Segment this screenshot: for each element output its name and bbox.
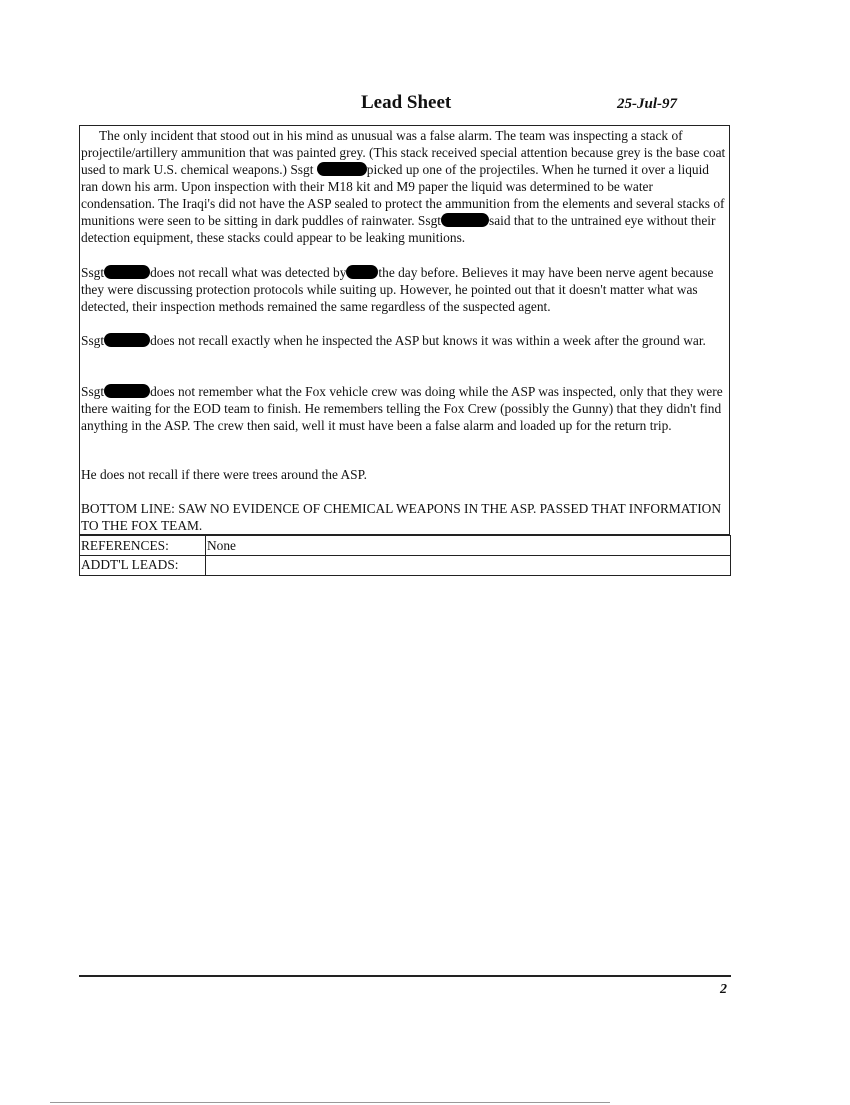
- paragraph-incident-text-1: The only incident that stood out in his mind as unusual was a false alarm. The team was inspecting a stack of projectile/artillery ammunition that was painted grey. (This stack received special attention because grey is the base coat used to mark U.S. chemical weapons.) Ssgt: [81, 128, 726, 177]
- paragraph-detection: [81, 264, 729, 315]
- paragraph-detection-text-3: the day before. Believes it may have been nerve agent because they were discussing protection protocols while suiting up. However, he pointed out that it doesn't matter what was detected, their inspection methods remained the same regardless of the suspected agent.: [81, 265, 714, 314]
- paragraph-fox-crew-text-2: does not remember what the Fox vehicle crew was doing while the ASP was inspected, only that they were there waiting for the EOD team to finish. He remembers telling the Fox Crew (possibly the Gunny) that they didn't find anything in the ASP. The crew then said, well it must have been a false alarm and loaded up for the return trip.: [81, 384, 723, 433]
- footer-rule: [79, 975, 731, 977]
- scan-edge-line: [50, 1102, 610, 1103]
- paragraph-detection-text-2: does not recall what was detected by: [150, 265, 347, 280]
- document-date: 25-Jul-97: [617, 96, 677, 112]
- redaction-mark: [104, 384, 150, 398]
- paragraph-trees: He does not recall if there were trees around the ASP.: [81, 467, 367, 482]
- table-divider: [205, 536, 206, 575]
- statement-box: [79, 125, 730, 535]
- redaction-mark: [104, 333, 150, 347]
- redaction-mark: [317, 162, 367, 176]
- leads-row: [80, 555, 730, 574]
- paragraph-bottom-line: BOTTOM LINE: SAW NO EVIDENCE OF CHEMICAL WEAPONS IN THE ASP. PASSED THAT INFORMATION TO THE FOX TEAM.: [81, 501, 721, 533]
- document-title: Lead Sheet: [361, 92, 452, 113]
- paragraph-timing: [81, 332, 729, 349]
- paragraph-fox-crew: [81, 383, 729, 434]
- paragraph-incident-text-3: said that to the untrained eye without their detection equipment, these stacks could appear to be leaking munitions.: [81, 213, 716, 245]
- paragraph-detection-text-1: Ssgt: [81, 265, 105, 280]
- paragraph-incident-text-2: picked up one of the projectiles. When he turned it over a liquid ran down his arm. Upon inspection with their M18 kit and M9 paper the liquid was determined to be water condensation. The Iraqi's did not have the ASP sealed to protect the ammunition from the elements and several stacks of munitions were seen to be sitting in dark puddles of rainwater. Ssgt: [81, 162, 725, 228]
- redaction-mark: [346, 265, 378, 279]
- paragraph-fox-crew-text-1: Ssgt: [81, 384, 105, 399]
- paragraph-timing-text-2: does not recall exactly when he inspected the ASP but knows it was within a week after the ground war.: [150, 333, 706, 348]
- references-table: [79, 535, 731, 576]
- paragraph-timing-text-1: Ssgt: [81, 333, 105, 348]
- references-label: REFERENCES:: [81, 538, 169, 553]
- redaction-mark: [441, 213, 489, 227]
- redaction-mark: [104, 265, 150, 279]
- page-number: 2: [720, 982, 727, 997]
- leads-label: ADDT'L LEADS:: [81, 557, 179, 572]
- paragraph-incident: [81, 127, 729, 246]
- references-row: [80, 536, 730, 556]
- references-value: None: [207, 538, 237, 553]
